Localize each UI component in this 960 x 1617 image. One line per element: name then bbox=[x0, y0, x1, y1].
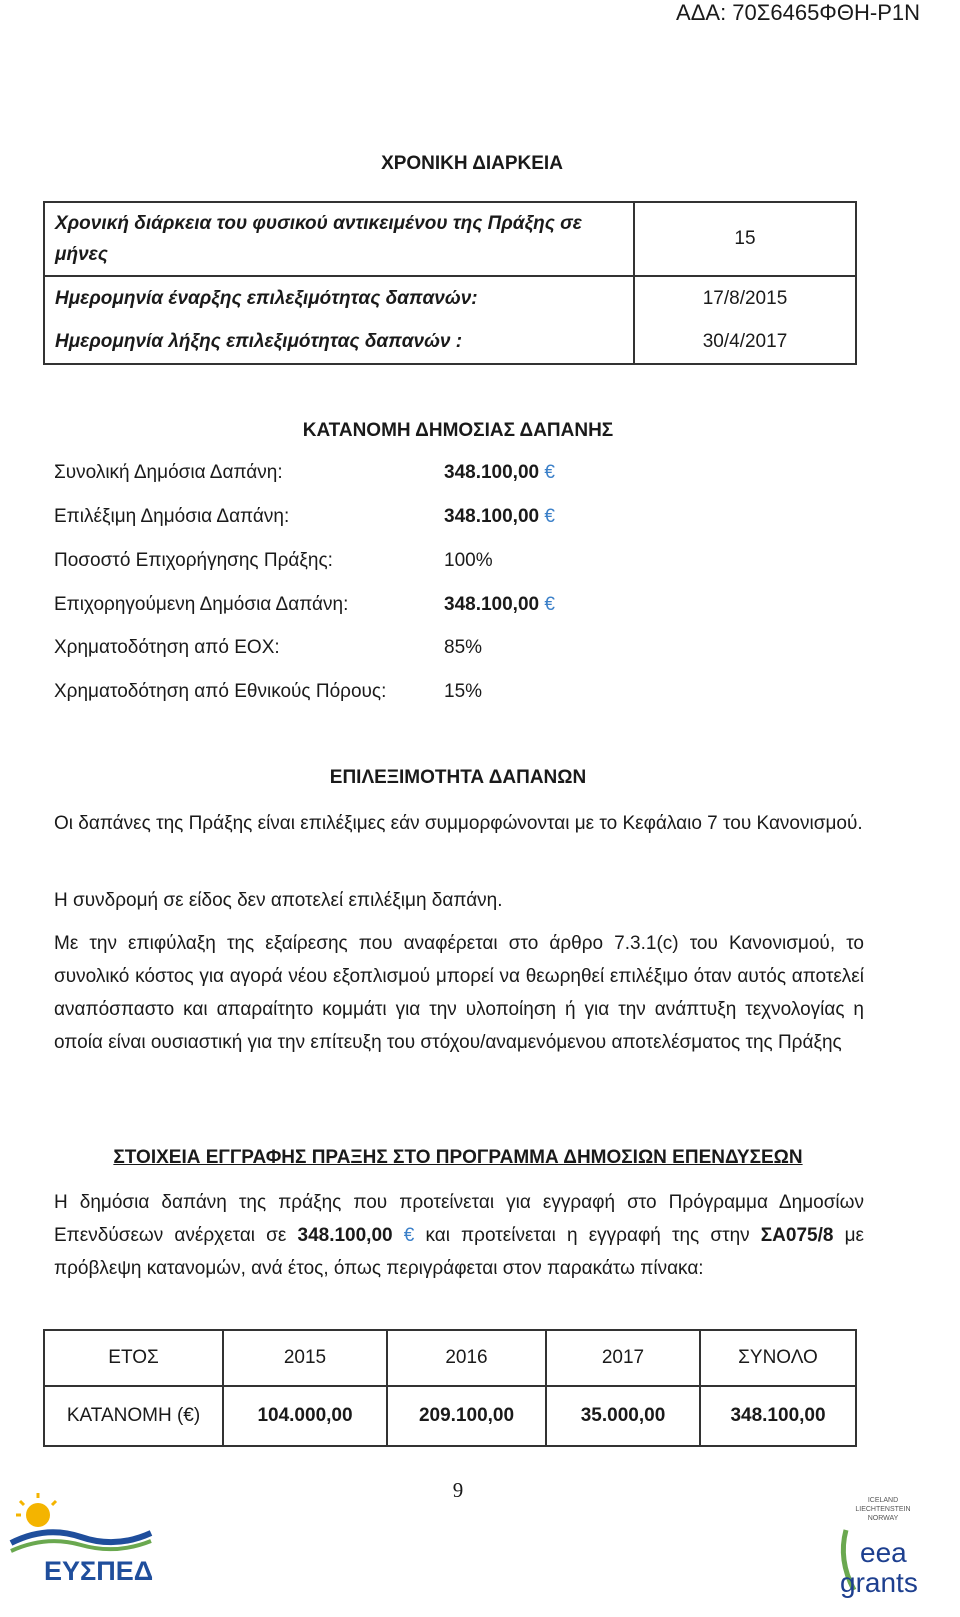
allocation-label: Επιλέξιμη Δημόσια Δαπάνη: bbox=[54, 506, 290, 527]
ysped-logo-icon bbox=[6, 1485, 156, 1585]
eligibility-paragraph: Με την επιφύλαξη της εξαίρεσης που αναφέρεται στο άρθρο 7.3.1(c) του Κανονισμού, το συνολικό κόστος για αγορά νέου εξοπλισμού μπορεί να θεωρηθεί επιλέξιμο όταν αυτός αποτελεί αναπόσπαστο και απαραίτητο κομμάτι για την υλοποίηση ή για την ανάπτυξη τεχνολογίας η οποία είναι ουσιαστική για την επίτευξη του στόχου/αναμενόμενου αποτελέσματος της Πράξης bbox=[54, 933, 864, 1053]
duration-value: 30/4/2017 bbox=[634, 320, 856, 364]
euro-icon: € bbox=[544, 462, 555, 483]
euro-icon: € bbox=[403, 1225, 415, 1246]
page-number: 9 bbox=[452, 1478, 464, 1502]
allocation-value: 348.100,00 bbox=[444, 506, 540, 527]
duration-label: Ημερομηνία έναρξης επιλεξιμότητας δαπανών: bbox=[44, 276, 634, 320]
eea-grants-logo bbox=[828, 1480, 938, 1605]
table-row bbox=[44, 276, 856, 320]
allocation-value: 15% bbox=[444, 681, 483, 702]
allocation-by-year-table bbox=[43, 1329, 857, 1447]
duration-label: Ημερομηνία λήξης επιλεξιμότητας δαπανών : bbox=[44, 320, 634, 364]
allocation-label: Επιχορηγούμενη Δημόσια Δαπάνη: bbox=[54, 594, 349, 615]
ada-code: ΑΔΑ: 70Σ6465ΦΘΗ-Ρ1Ν bbox=[676, 0, 920, 25]
duration-title: ΧΡΟΝΙΚΗ ΔΙΑΡΚΕΙΑ bbox=[381, 153, 563, 174]
table-cell: 348.100,00 bbox=[700, 1386, 856, 1446]
eea-country: ICELAND bbox=[867, 1497, 899, 1504]
table-row bbox=[44, 1386, 856, 1446]
pde-amount: 348.100,00 bbox=[297, 1225, 393, 1246]
ysped-logo bbox=[6, 1485, 156, 1585]
table-header-cell: 2016 bbox=[387, 1330, 546, 1386]
table-cell: 104.000,00 bbox=[223, 1386, 387, 1446]
table-cell: ΚΑΤΑΝΟΜΗ (€) bbox=[44, 1386, 223, 1446]
eea-country: NORWAY bbox=[867, 1515, 899, 1522]
ysped-logo-text: ΕΥΣΠΕΔ bbox=[44, 1556, 154, 1585]
euro-icon: € bbox=[544, 594, 555, 615]
euro-icon: € bbox=[544, 506, 555, 527]
eligibility-title: ΕΠΙΛΕΞΙΜΟΤΗΤΑ ΔΑΠΑΝΩΝ bbox=[329, 767, 587, 788]
eea-text: eea bbox=[860, 1537, 907, 1568]
pde-paragraph bbox=[54, 1186, 864, 1285]
table-row bbox=[44, 1330, 856, 1386]
duration-label: Χρονική διάρκεια του φυσικού αντικειμένου της Πράξης σε μήνες bbox=[44, 202, 634, 276]
eea-country: LIECHTENSTEIN bbox=[855, 1506, 911, 1513]
eligibility-paragraph: Οι δαπάνες της Πράξης είναι επιλέξιμες εάν συμμορφώνονται με το Κεφάλαιο 7 του Κανονισμού. bbox=[54, 813, 863, 834]
pde-text: και προτείνεται η εγγραφή της στην bbox=[414, 1225, 761, 1246]
pde-text: Η δημόσια δαπάνη της πράξης που προτείνεται για εγγραφή στο Πρόγραμμα Δημοσίων Επενδύσεων ανέρχεται σε bbox=[54, 1192, 864, 1246]
table-header-cell: 2015 bbox=[223, 1330, 387, 1386]
allocation-value: 348.100,00 bbox=[444, 462, 540, 483]
pde-title: ΣΤΟΙΧΕΙΑ ΕΓΓΡΑΦΗΣ ΠΡΑΞΗΣ ΣΤΟ ΠΡΟΓΡΑΜΜΑ ΔΗΜΟΣΙΩΝ ΕΠΕΝΔΥΣΕΩΝ bbox=[113, 1147, 803, 1168]
duration-value: 17/8/2015 bbox=[634, 276, 856, 320]
table-header-cell: 2017 bbox=[546, 1330, 700, 1386]
allocation-value: 348.100,00 bbox=[444, 594, 540, 615]
duration-table bbox=[43, 201, 857, 365]
allocation-value: 100% bbox=[444, 550, 493, 571]
grants-text: grants bbox=[840, 1567, 918, 1598]
eligibility-paragraph: Η συνδρομή σε είδος δεν αποτελεί επιλέξιμη δαπάνη. bbox=[54, 890, 503, 911]
pde-code: ΣΑ075/8 bbox=[760, 1225, 834, 1246]
table-cell: 209.100,00 bbox=[387, 1386, 546, 1446]
duration-value: 15 bbox=[634, 202, 856, 276]
allocation-label: Χρηματοδότηση από ΕΟΧ: bbox=[54, 637, 280, 658]
table-row bbox=[44, 202, 856, 276]
table-cell: 35.000,00 bbox=[546, 1386, 700, 1446]
table-row bbox=[44, 320, 856, 364]
table-header-cell: ΕΤΟΣ bbox=[44, 1330, 223, 1386]
allocation-label: Συνολική Δημόσια Δαπάνη: bbox=[54, 462, 283, 483]
table-header-cell: ΣΥΝΟΛΟ bbox=[700, 1330, 856, 1386]
allocation-label: Ποσοστό Επιχορήγησης Πράξης: bbox=[54, 550, 333, 571]
allocation-title: ΚΑΤΑΝΟΜΗ ΔΗΜΟΣΙΑΣ ΔΑΠΑΝΗΣ bbox=[302, 420, 614, 441]
eea-grants-logo-icon bbox=[828, 1480, 938, 1605]
pde-text: με πρόβλεψη κατανομών, ανά έτος, όπως περιγράφεται στον παρακάτω πίνακα: bbox=[54, 1225, 865, 1279]
allocation-label: Χρηματοδότηση από Εθνικούς Πόρους: bbox=[54, 681, 387, 702]
allocation-value: 85% bbox=[444, 637, 483, 658]
